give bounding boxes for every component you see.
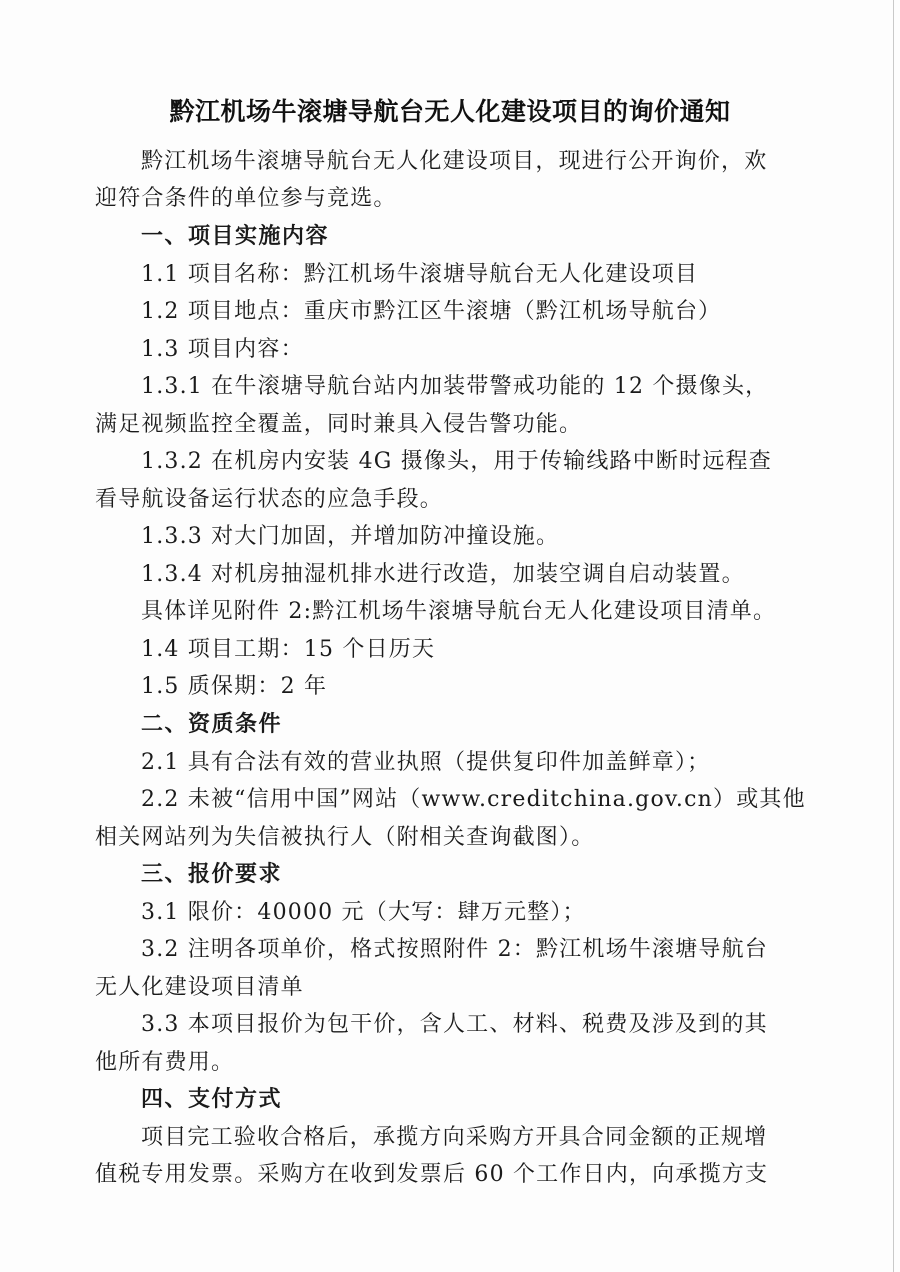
- list-item: 1.3 项目内容：: [141, 337, 304, 362]
- paragraph-line: 项目完工验收合格后，承揽方向采购方开具合同金额的正规增: [141, 1125, 768, 1150]
- list-item: 2.2 未被“信用中国”网站（www.creditchina.gov.cn）或其他: [141, 787, 806, 812]
- section-heading: 二、资质条件: [141, 712, 283, 737]
- list-item-continuation: 满足视频监控全覆盖，同时兼具入侵告警功能。: [95, 412, 583, 437]
- section-heading: 三、报价要求: [141, 862, 283, 887]
- list-item: 1.5 质保期：2 年: [141, 674, 328, 699]
- list-item-continuation: 无人化建设项目清单: [95, 975, 304, 1000]
- paragraph-line: 值税专用发票。采购方在收到发票后 60 个工作日内，向承揽方支: [95, 1162, 769, 1187]
- list-item: 1.2 项目地点：重庆市黔江区牛滚塘（黔江机场导航台）: [141, 299, 722, 324]
- list-item: 1.3.4 对机房抽湿机排水进行改造，加装空调自启动装置。: [141, 562, 745, 587]
- section-heading: 一、项目实施内容: [141, 224, 330, 249]
- list-item: 3.3 本项目报价为包干价，含人工、材料、税费及涉及到的其: [141, 1012, 768, 1037]
- list-item: 3.1 限价：40000 元（大写：肆万元整）；: [141, 900, 586, 925]
- detail-note: 具体详见附件 2:黔江机场牛滚塘导航台无人化建设项目清单。: [141, 599, 777, 624]
- list-item: 1.3.2 在机房内安装 4G 摄像头，用于传输线路中断时远程查: [141, 449, 772, 474]
- list-item: 1.4 项目工期：15 个日历天: [141, 637, 436, 662]
- document-title: 黔江机场牛滚塘导航台无人化建设项目的询价通知: [169, 97, 731, 126]
- intro-line: 迎符合条件的单位参与竞选。: [95, 186, 397, 211]
- list-item: 1.3.1 在牛滚塘导航台站内加装带警戒功能的 12 个摄像头，: [141, 374, 769, 399]
- list-item-continuation: 他所有费用。: [95, 1050, 235, 1075]
- list-item-continuation: 相关网站列为失信被执行人（附相关查询截图）。: [95, 825, 595, 850]
- list-item: 1.3.3 对大门加固，并增加防冲撞设施。: [141, 524, 560, 549]
- list-item: 2.1 具有合法有效的营业执照（提供复印件加盖鲜章）；: [141, 750, 711, 775]
- list-item: 3.2 注明各项单价，格式按照附件 2：黔江机场牛滚塘导航台: [141, 937, 768, 962]
- list-item-continuation: 看导航设备运行状态的应急手段。: [95, 487, 444, 512]
- intro-line: 黔江机场牛滚塘导航台无人化建设项目，现进行公开询价，欢: [141, 149, 768, 174]
- section-heading: 四、支付方式: [141, 1087, 283, 1112]
- list-item: 1.1 项目名称：黔江机场牛滚塘导航台无人化建设项目: [141, 262, 699, 287]
